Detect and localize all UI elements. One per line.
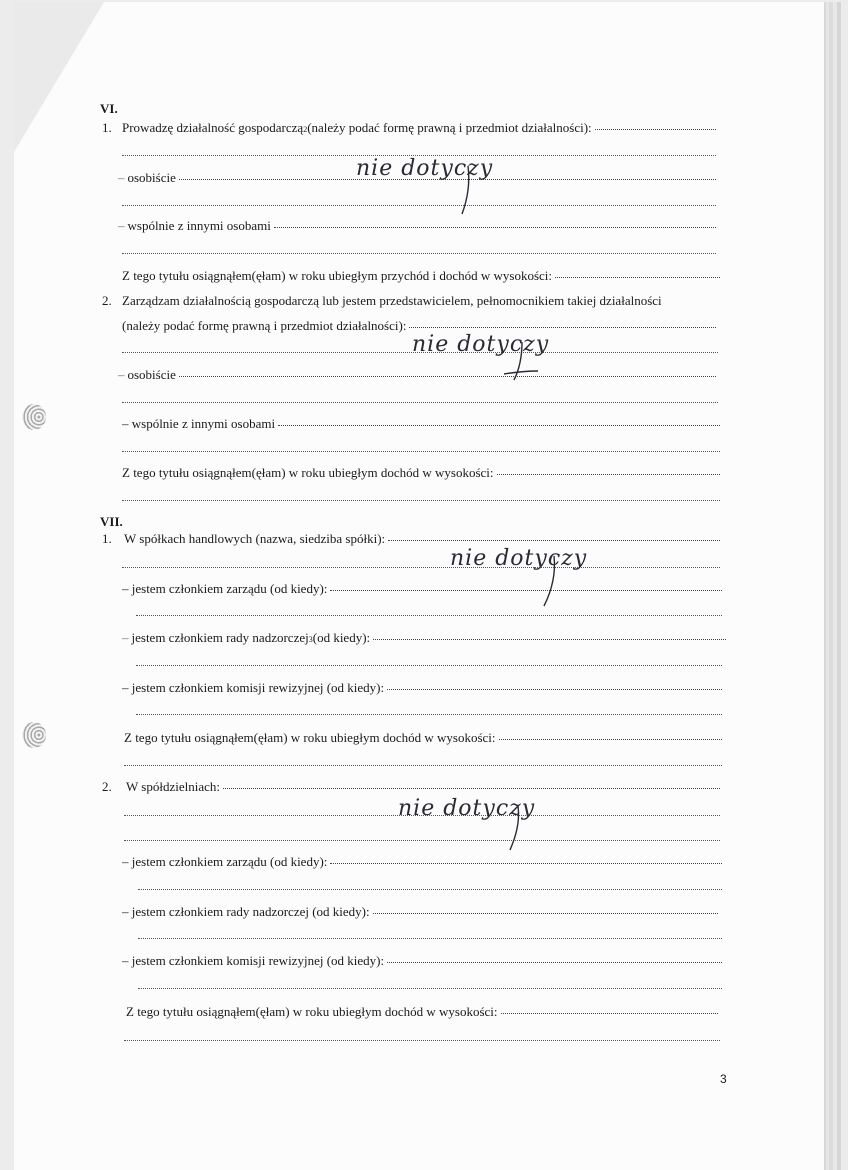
handwritten-note-2: nie dotyczy: [412, 332, 550, 357]
vii-item1-income-line[interactable]: [124, 765, 722, 766]
vi-item2-question: [122, 293, 722, 309]
vi-item2-income-label: Z tego tytułu osiągnąłem(ęłam) w roku ubiegłym dochód w wysokości:: [122, 465, 494, 480]
vii-item1-income-label: Z tego tytułu osiągnąłem(ęłam) w roku ubiegłym dochód w wysokości:: [124, 730, 496, 745]
section-vii-heading: VII.: [100, 514, 123, 529]
vi-item2-osobiscie-input[interactable]: [179, 376, 716, 377]
handwritten-note-3: nie dotyczy: [450, 546, 588, 571]
vi-item1-wspolnie-label: wspólnie z innymi osobami: [127, 218, 271, 233]
vi-item2-wspolnie-label: – wspólnie z innymi osobami: [122, 416, 276, 431]
vi-item1-income-input[interactable]: [555, 277, 720, 278]
vii-item1-input-line[interactable]: [122, 567, 720, 568]
vii-item1-rada-line[interactable]: [136, 665, 722, 666]
vii-item1-komisja-input[interactable]: [387, 689, 722, 690]
vi-item2-text: Zarządzam działalnością gospodarczą lub jestem przedstawicielem, pełnomocnikiem takiej działalności: [122, 293, 662, 308]
section-vi-heading: VI.: [100, 101, 118, 116]
vi-item2-osobiscie-label: osobiście: [127, 367, 176, 382]
vii-item1-komisja-line[interactable]: [136, 714, 722, 715]
vii-item1-income-row: [124, 730, 722, 746]
dash-mark: –: [118, 218, 125, 233]
vii-item1-komisja-row: [122, 680, 722, 696]
vii-item1-zarzad-line[interactable]: [136, 615, 722, 616]
vii-item1-zarzad-label: – jestem członkiem zarządu (od kiedy):: [122, 581, 328, 596]
vii-item2-zarzad-label: – jestem członkiem zarządu (od kiedy):: [122, 854, 328, 869]
handwritten-stroke-4: [496, 800, 556, 855]
vi-item1-number: 1.: [102, 120, 112, 135]
vii-item1-input[interactable]: [388, 540, 720, 541]
vi-item1-wspolnie-line[interactable]: [122, 253, 716, 254]
vii-item2-rada-row: [122, 904, 718, 920]
handwritten-note-4: nie dotyczy: [398, 796, 536, 821]
vi-item1-question: [122, 120, 716, 138]
vii-item1-question: [124, 531, 720, 547]
handwritten-stroke-3: [530, 550, 590, 610]
vii-item2-rada-line[interactable]: [138, 938, 722, 939]
vii-item2-komisja-label: – jestem członkiem komisji rewizyjnej (od kiedy):: [122, 953, 385, 968]
vi-item1-income-label: Z tego tytułu osiągnąłem(ęłam) w roku ubiegłym przychód i dochód w wysokości:: [122, 268, 552, 283]
vi-item2-number: 2.: [102, 293, 112, 308]
vii-item2-input[interactable]: [223, 788, 720, 789]
vii-item1-income-input[interactable]: [499, 739, 722, 740]
vi-item2-text2: (należy podać formę prawną i przedmiot działalności):: [122, 318, 407, 333]
vii-item1-rada-row: [122, 630, 726, 648]
dash-mark: –: [122, 630, 129, 645]
handwritten-stroke-2: [496, 338, 556, 388]
vi-item2-income-row: [122, 465, 720, 481]
vii-item2-komisja-line[interactable]: [138, 988, 722, 989]
vi-item2-wspolnie-row: [122, 416, 720, 432]
vii-item1-komisja-label: – jestem członkiem komisji rewizyjnej (od kiedy):: [122, 680, 385, 695]
vii-item2-input-line-2[interactable]: [124, 840, 720, 841]
vii-item2-income-input[interactable]: [501, 1013, 718, 1014]
vi-item1-wspolnie-input[interactable]: [274, 227, 716, 228]
vii-item2-komisja-row: [122, 953, 722, 969]
vii-item2-zarzad-input[interactable]: [330, 863, 722, 864]
vii-item2-komisja-input[interactable]: [387, 962, 722, 963]
vii-item1-rada-after: (od kiedy):: [312, 630, 371, 645]
vi-item2-wspolnie-line[interactable]: [122, 451, 720, 452]
vi-item1-osobiscie-label: osobiście: [127, 170, 176, 185]
footnote-3: 3: [308, 635, 313, 644]
vii-item2-income-line[interactable]: [124, 1040, 720, 1041]
vi-item1-wspolnie-row: [118, 218, 716, 234]
vii-item2-income-row: [126, 1004, 718, 1020]
vi-item1-osobiscie-line[interactable]: [122, 205, 716, 206]
vii-item2-rada-input[interactable]: [373, 913, 718, 914]
vii-item1-number: 1.: [102, 531, 112, 546]
dash-mark: –: [118, 170, 125, 185]
vii-item2-zarzad-line[interactable]: [138, 889, 722, 890]
vi-item1-text: Prowadzę działalność gospodarczą: [122, 120, 304, 135]
vii-item2-zarzad-row: [122, 854, 722, 870]
dash-mark: –: [118, 367, 125, 382]
vii-item1-rada-input[interactable]: [373, 639, 726, 640]
vii-item1-rada-label: jestem członkiem rady nadzorczej: [131, 630, 309, 645]
handwritten-stroke-1: [440, 160, 500, 220]
vi-item2-osobiscie-line[interactable]: [122, 402, 718, 403]
vi-item2-income-input[interactable]: [497, 474, 720, 475]
vi-item2-income-line[interactable]: [122, 500, 720, 501]
page-number: 3: [720, 1072, 727, 1086]
vi-item2-wspolnie-input[interactable]: [278, 425, 720, 426]
vii-item1-zarzad-row: [122, 581, 722, 597]
vii-item1-zarzad-input[interactable]: [330, 590, 722, 591]
vi-item1-input[interactable]: [595, 129, 716, 130]
vi-item1-text-after: (należy podać formę prawną i przedmiot działalności):: [307, 120, 592, 135]
vii-item2-text: W spółdzielniach:: [126, 779, 220, 794]
vi-item1-income-row: [122, 268, 720, 284]
vii-item2-number: 2.: [102, 779, 112, 794]
vi-item2-osobiscie-row: [118, 367, 716, 383]
vii-item2-question: [126, 779, 720, 795]
handwritten-note-1: nie dotyczy: [356, 156, 494, 181]
vii-item2-rada-label: – jestem członkiem rady nadzorczej (od kiedy):: [122, 904, 370, 919]
vi-item2-input[interactable]: [409, 327, 716, 328]
vii-item1-text: W spółkach handlowych (nazwa, siedziba spółki):: [124, 531, 386, 546]
footnote-2: 2: [303, 125, 308, 134]
vii-item2-income-label: Z tego tytułu osiągnąłem(ęłam) w roku ubiegłym dochód w wysokości:: [126, 1004, 498, 1019]
